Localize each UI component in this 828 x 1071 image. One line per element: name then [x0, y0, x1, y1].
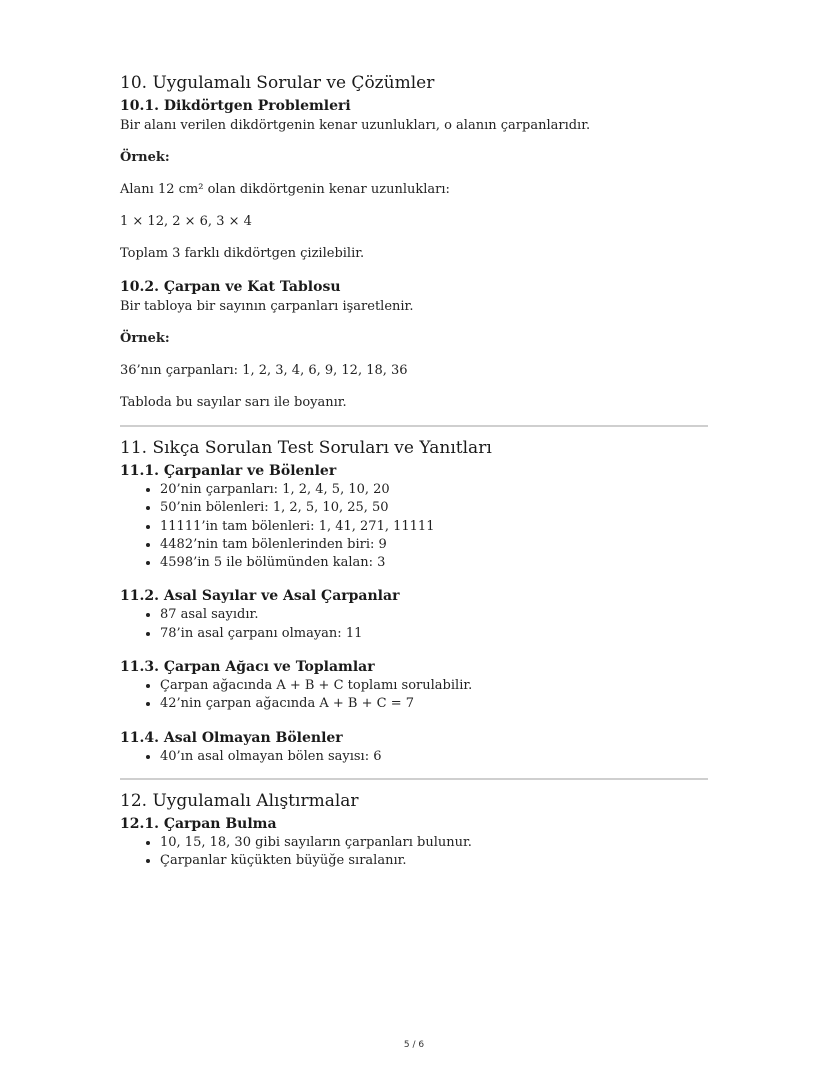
bullet-list [120, 748, 708, 766]
subsection-12-1-heading: 12.1. Çarpan Bulma [120, 815, 277, 832]
list-item: • 87 asal sayıdır. [160, 606, 708, 624]
paragraph: Alanı 12 cm² olan dikdörtgenin kenar uzunlukları: [120, 182, 450, 197]
example-label-text: Örnek: [120, 150, 170, 165]
list-item: • 20’nin çarpanları: 1, 2, 4, 5, 10, 20 [160, 481, 708, 499]
list-item: • 4482’nin tam bölenlerinden biri: 9 [160, 536, 708, 554]
paragraph: Bir alanı verilen dikdörtgenin kenar uzunlukları, o alanın çarpanlarıdır. [120, 118, 591, 133]
list-item: • Çarpanlar küçükten büyüğe sıralanır. [160, 852, 708, 870]
example-label [120, 329, 708, 349]
example-label-text: Örnek: [120, 331, 170, 346]
subsection-10-2-heading: 10.2. Çarpan ve Kat Tablosu [120, 279, 341, 295]
list-item: • 4598’in 5 ile bölümünden kalan: 3 [160, 554, 708, 572]
document-page [120, 72, 708, 871]
bullet-list [120, 606, 708, 643]
subsection-10-1-heading: 10.1. Dikdörtgen Problemleri [120, 98, 351, 114]
paragraph: Bir tabloya bir sayının çarpanları işaretlenir. [120, 299, 414, 314]
paragraph: 36’nın çarpanları: 1, 2, 3, 4, 6, 9, 12, 18, 36 [120, 363, 408, 378]
section-12-heading: 12. Uygulamalı Alıştırmalar [120, 790, 359, 811]
section-10-heading: 10. Uygulamalı Sorular ve Çözümler [120, 73, 435, 93]
bullet-list [120, 481, 708, 572]
list-item: • 42’nin çarpan ağacında A + B + C = 7 [160, 695, 708, 713]
paragraph: Toplam 3 farklı dikdörtgen çizilebilir. [120, 246, 365, 261]
section-divider [120, 425, 708, 427]
subsection-11-4-heading: 11.4. Asal Olmayan Bölenler [120, 729, 343, 746]
bullet-list [120, 677, 708, 714]
example-label [120, 148, 708, 168]
paragraph: 1 × 12, 2 × 6, 3 × 4 [120, 214, 252, 229]
paragraph: Tabloda bu sayılar sarı ile boyanır. [120, 395, 347, 410]
subsection-11-2-heading: 11.2. Asal Sayılar ve Asal Çarpanlar [120, 588, 400, 605]
list-item: • 10, 15, 18, 30 gibi sayıların çarpanları bulunur. [160, 834, 708, 852]
list-item: • 50’nin bölenleri: 1, 2, 5, 10, 25, 50 [160, 499, 708, 517]
list-item: • Çarpan ağacında A + B + C toplamı sorulabilir. [160, 677, 708, 695]
bullet-list [120, 834, 708, 871]
subsection-11-1-heading: 11.1. Çarpanlar ve Bölenler [120, 463, 337, 479]
list-item: • 11111’in tam bölenleri: 1, 41, 271, 11111 [160, 518, 708, 536]
list-item: • 40’ın asal olmayan bölen sayısı: 6 [160, 748, 708, 766]
section-11-heading: 11. Sıkça Sorulan Test Soruları ve Yanıtları [120, 438, 492, 458]
list-item: • 78’in asal çarpanı olmayan: 11 [160, 625, 708, 643]
section-divider [120, 778, 708, 780]
subsection-11-3-heading: 11.3. Çarpan Ağacı ve Toplamlar [120, 659, 375, 676]
page-number: 5 / 6 [403, 1040, 425, 1050]
